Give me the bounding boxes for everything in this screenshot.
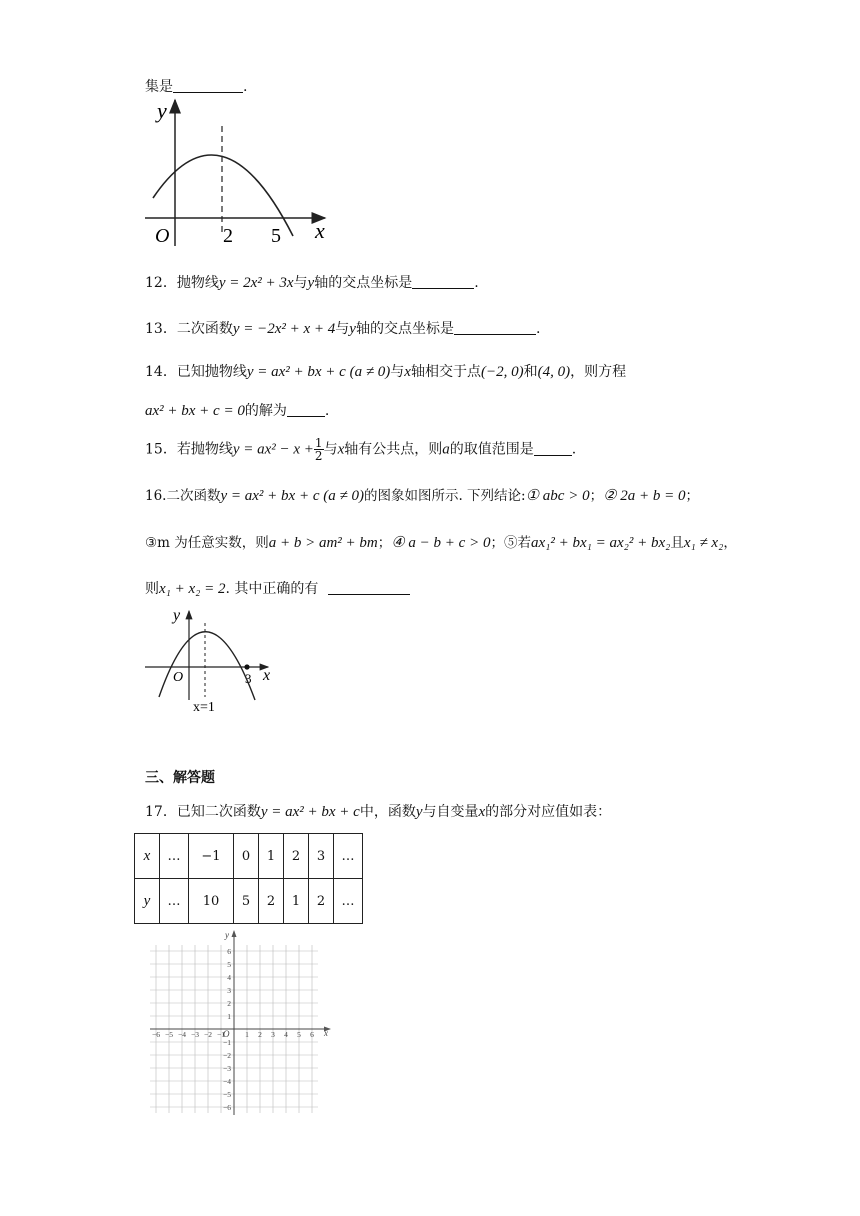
question-14: 14．已知抛物线y = ax² + bx + c (a ≠ 0)与x轴相交于点(−2, 0)和(4, 0)，则方程: [145, 364, 627, 380]
tick-label: 3: [227, 986, 231, 995]
table-cell: …: [334, 879, 363, 924]
question-12: 12．抛物线y = 2x² + 3x与y轴的交点坐标是 .: [145, 275, 479, 291]
tick-label-3: 3: [245, 671, 252, 686]
tick-label: −6: [152, 1030, 160, 1039]
tick-label: 6: [227, 947, 231, 956]
tick-label: 4: [284, 1030, 288, 1039]
answer-blank[interactable]: [173, 78, 243, 93]
tick-label: −1: [217, 1030, 225, 1039]
table-cell: y: [135, 879, 160, 924]
root-point: [244, 664, 249, 669]
tick-label: 5: [227, 960, 231, 969]
x-axis-label: x: [324, 1028, 328, 1038]
value-table: [134, 833, 363, 924]
tick-label: 2: [258, 1030, 262, 1039]
tick-label: 6: [310, 1030, 314, 1039]
tick-label: 1: [227, 1012, 231, 1021]
question-15: 15．若抛物线y = ax² − x + $\frac{1}{2}$ 与x轴有公共点，则a的取值范围是 .: [145, 436, 577, 463]
fraction-one-half: $\frac{1}{2}$: [314, 436, 323, 463]
tick-label: 5: [297, 1030, 301, 1039]
question-17: 17．已知二次函数y = ax² + bx + c中，函数y与自变量x的部分对应值如表：: [145, 804, 612, 820]
table-cell: …: [160, 879, 189, 924]
answer-blank[interactable]: [454, 320, 536, 335]
tick-label: −5: [165, 1030, 173, 1039]
table-row-y: [135, 879, 363, 924]
parabola-curve: [153, 155, 293, 236]
table-cell: …: [160, 834, 189, 879]
figure-parabola-1: [135, 96, 335, 256]
y-axis-label: y: [157, 98, 167, 123]
y-axis-label: y: [225, 930, 229, 940]
question-16-line-3: 则x₁ + x₂ = 2. 其中正确的有: [145, 578, 410, 598]
tick-label: 4: [227, 973, 231, 982]
answer-blank[interactable]: [328, 580, 410, 595]
x-axis-label: x: [315, 218, 325, 243]
tick-label: −3: [223, 1064, 231, 1073]
section-title: 三、解答题: [145, 770, 215, 786]
figure-parabola-2: [143, 605, 283, 715]
table-cell: 3: [309, 834, 334, 879]
tick-label: −1: [223, 1038, 231, 1047]
table-cell: 10: [189, 879, 234, 924]
table-cell: −1: [189, 834, 234, 879]
question-14-line-2: ax² + bx + c = 0的解为 .: [145, 403, 330, 419]
tick-label: −5: [223, 1090, 231, 1099]
coordinate-grid: [140, 928, 340, 1118]
answer-blank[interactable]: [412, 274, 474, 289]
answer-blank[interactable]: [287, 402, 325, 417]
y-axis-label: y: [173, 607, 181, 624]
table-cell: 5: [234, 879, 259, 924]
tick-label: −6: [223, 1103, 231, 1112]
table-row-x: [135, 834, 363, 879]
origin-label: O: [223, 1029, 230, 1039]
table-cell: 2: [259, 879, 284, 924]
table-cell: 2: [284, 834, 309, 879]
table-cell: …: [334, 834, 363, 879]
origin-label: O: [155, 225, 170, 247]
tick-label: −3: [191, 1030, 199, 1039]
tick-label-5: 5: [271, 225, 281, 247]
question-16: 16.二次函数y = ax² + bx + c (a ≠ 0)的图象如图所示. 下列结论:① abc > 0；② 2a + b = 0；: [145, 488, 700, 504]
tick-label: −2: [223, 1051, 231, 1060]
table-cell: 2: [309, 879, 334, 924]
tick-label: −4: [178, 1030, 186, 1039]
tick-label-2: 2: [223, 225, 233, 247]
tick-label: −2: [204, 1030, 212, 1039]
tick-label: 1: [245, 1030, 249, 1039]
origin-label: O: [173, 670, 184, 685]
x-axis-label: x: [263, 667, 271, 684]
table-cell: x: [135, 834, 160, 879]
parabola-curve: [159, 632, 255, 700]
tick-label: 3: [271, 1030, 275, 1039]
table-cell: 1: [284, 879, 309, 924]
tick-label: −4: [223, 1077, 231, 1086]
question-16-line-2: ③m 为任意实数，则a + b > am² + bm；④ a − b + c > 0；⑤若ax₁² + bx₁ = ax₂² + bx₂且x₁ ≠ x₂，: [145, 535, 737, 551]
question-13: 13．二次函数y = −2x² + x + 4与y轴的交点坐标是 .: [145, 321, 541, 337]
table-cell: 0: [234, 834, 259, 879]
table-cell: 1: [259, 834, 284, 879]
q11-tail: 集是 .: [145, 79, 248, 95]
answer-blank[interactable]: [534, 441, 572, 456]
tick-label: 2: [227, 999, 231, 1008]
symmetry-axis-label: x=1: [193, 700, 215, 715]
